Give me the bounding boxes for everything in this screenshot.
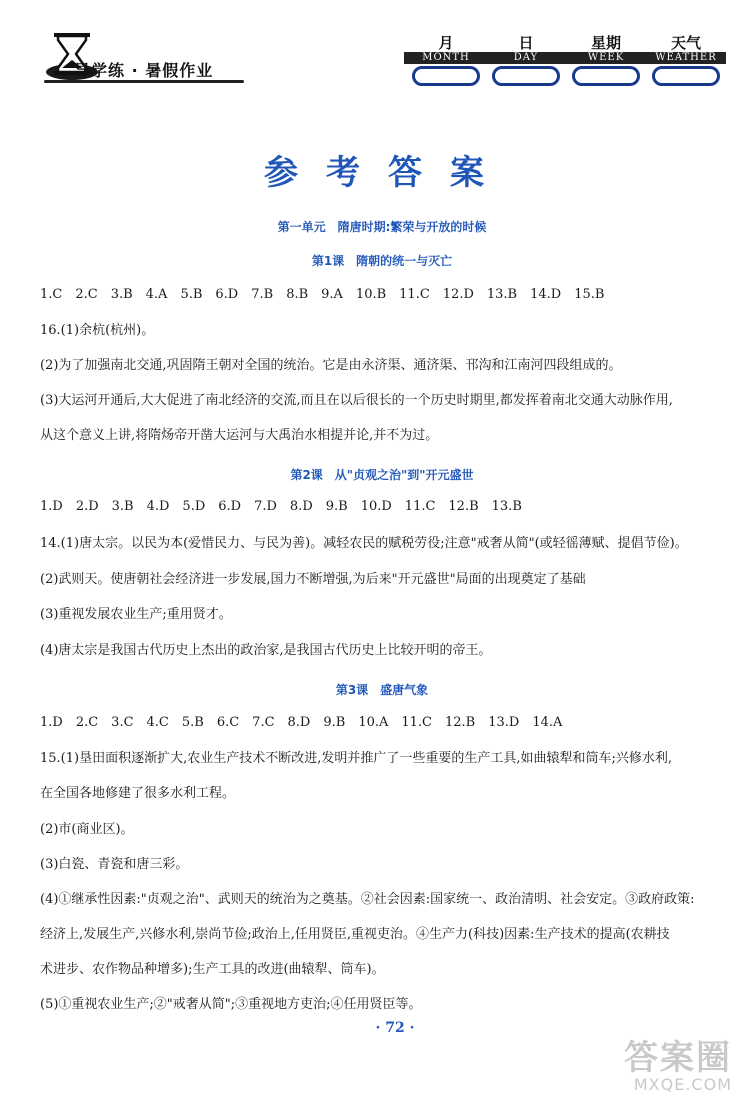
weather-field[interactable] (652, 66, 720, 86)
answer-line: 14.(1)唐太宗。以民为本(爱惜民力、与民为善)。减轻农民的赋税劳役;注意"戒奢从简"(或轻徭薄赋、提倡节俭)。 (40, 536, 688, 551)
brand-underline (44, 80, 244, 83)
answer-line: (2)武则天。使唐朝社会经济进一步发展,国力不断增强,为后来"开元盛世"局面的出现奠定了基础 (40, 572, 586, 587)
answer-line: (4)①继承性因素:"贞观之治"、武则天的统治为之奠基。②社会因素:国家统一、政治清明、社会安定。③政府政策: (40, 892, 695, 907)
answer-line: 1.C 2.C 3.B 4.A 5.B 6.D 7.B 8.B 9.A 10.B 11.C 12.D 13.B 14.D 15.B (40, 287, 605, 302)
week-en-label: WEEK (587, 52, 625, 63)
answer-line: (3)重视发展农业生产;重用贤才。 (40, 607, 232, 622)
watermark-logo-text: 答案圈 (624, 1038, 732, 1078)
answer-line: 在全国各地修建了很多水利工程。 (40, 786, 236, 801)
day-field[interactable] (492, 66, 560, 86)
page-title: 参考答案 (264, 153, 512, 193)
answer-line: (5)①重视农业生产;②"戒奢从简";③重视地方吏治;④任用贤臣等。 (40, 997, 422, 1012)
answer-line: (3)白瓷、青瓷和唐三彩。 (40, 857, 189, 872)
brand-title: 导学练 · 暑假作业 (74, 61, 214, 80)
month-label: 月 (438, 34, 454, 52)
answer-line: 15.(1)垦田面积逐渐扩大,农业生产技术不断改进,发明并推广了一些重要的生产工具,如曲辕犁和筒车;兴修水利, (40, 751, 672, 766)
answer-line: 16.(1)余杭(杭州)。 (40, 323, 155, 338)
day-en-label: DAY (513, 52, 539, 63)
unit-heading: 第一单元 隋唐时期:繁荣与开放的时候 (277, 220, 487, 234)
day-label: 日 (518, 34, 534, 52)
answer-line: 1.D 2.D 3.B 4.D 5.D 6.D 7.D 8.D 9.B 10.D 11.C 12.B 13.B (40, 499, 522, 514)
month-field[interactable] (412, 66, 480, 86)
answer-line: (4)唐太宗是我国古代历史上杰出的政治家,是我国古代历史上比较开明的帝王。 (40, 643, 492, 658)
answer-line: 1.D 2.C 3.C 4.C 5.B 6.C 7.C 8.D 9.B 10.A 11.C 12.B 13.D 14.A (40, 715, 563, 730)
lesson-heading: 第2课 从"贞观之治"到"开元盛世 (290, 468, 474, 482)
month-en-label: MONTH (422, 52, 470, 63)
watermark (624, 1040, 732, 1094)
week-field[interactable] (572, 66, 640, 86)
weather-label: 天气 (670, 34, 701, 52)
answer-line: (3)大运河开通后,大大促进了南北经济的交流,而且在以后很长的一个历史时期里,都发挥着南北交通大动脉作用, (40, 393, 673, 408)
answer-line: 经济上,发展生产,兴修水利,崇尚节俭;政治上,任用贤臣,重视吏治。④生产力(科技)因素:生产技术的提高(农耕技 (40, 927, 670, 942)
answer-line: 从这个意义上讲,将隋炀帝开凿大运河与大禹治水相提并论,并不为过。 (40, 428, 439, 443)
date-weather-box (404, 32, 726, 90)
answer-line: (2)市(商业区)。 (40, 822, 134, 837)
week-label: 星期 (590, 34, 621, 52)
lesson-heading: 第1课 隋朝的统一与灭亡 (311, 254, 453, 268)
lesson-heading: 第3课 盛唐气象 (335, 683, 429, 697)
page-number: · 72 · (375, 1020, 415, 1036)
watermark-url: MXQE.COM (633, 1075, 732, 1094)
answer-line: 术进步、农作物品种增多);生产工具的改进(曲辕犁、筒车)。 (40, 962, 385, 977)
answer-line: (2)为了加强南北交通,巩固隋王朝对全国的统治。它是由永济渠、通济渠、邗沟和江南河四段组成的。 (40, 358, 622, 373)
weather-en-label: WEATHER (655, 52, 717, 63)
